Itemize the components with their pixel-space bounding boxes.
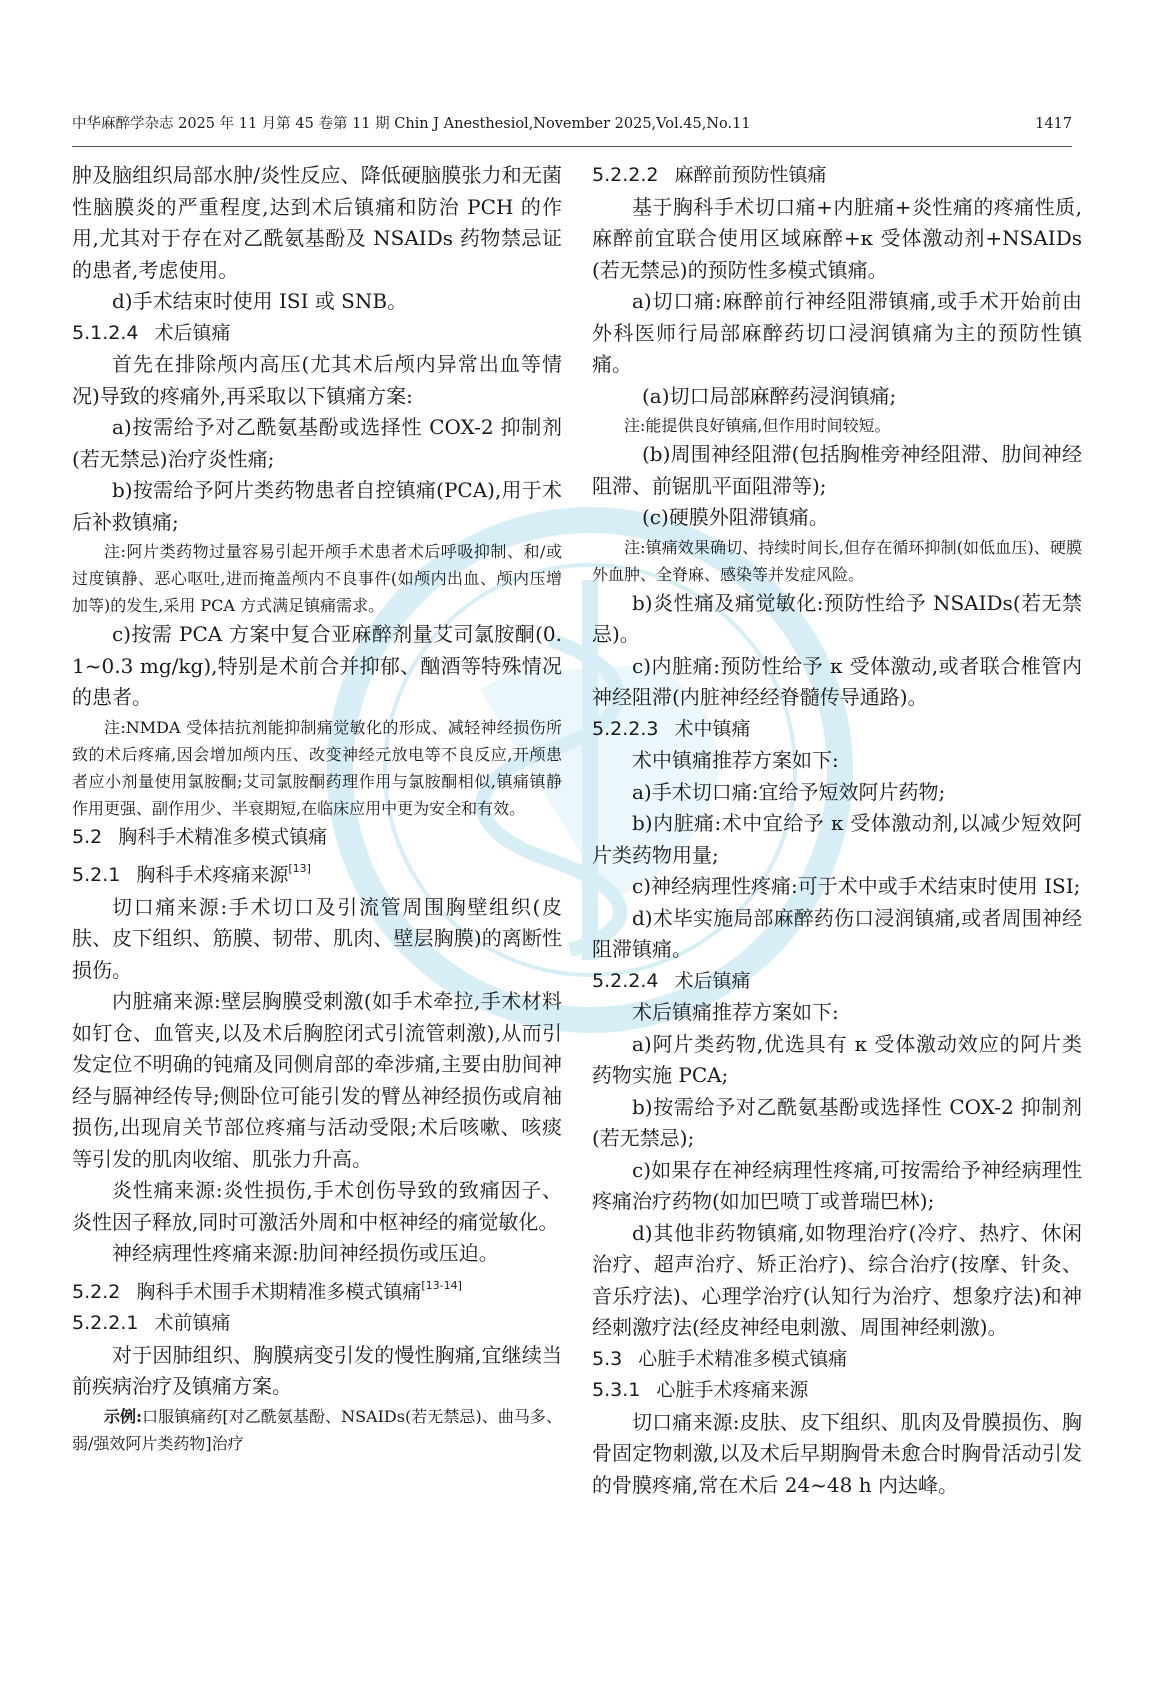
section-title: 胸科手术精准多模式镇痛 xyxy=(118,825,328,848)
right-column xyxy=(592,160,1082,1501)
paragraph: a)切口痛:麻醉前行神经阻滞镇痛,或手术开始前由外科医师行局部麻醉药切口浸润镇痛为主的预防性镇痛。 xyxy=(592,289,1082,376)
section-number: 5.2.2.4 xyxy=(592,969,659,992)
paragraph: 术后镇痛推荐方案如下: xyxy=(632,1000,839,1024)
note: 注:NMDA 受体拮抗剂能抑制痛觉敏化的形成、减轻神经损伤所致的术后疼痛,因会增加颅内压、改变神经元放电等不良反应,开颅患者应小剂量使用氯胺酮;艾司氯胺酮药理作用与氯胺酮相似,镇痛镇静作用更强、副作用少、半衰期短,在临床应用中更为安全和有效。 xyxy=(72,717,562,818)
section-title: 胸科手术疼痛来源 xyxy=(136,864,289,886)
paragraph: 基于胸科手术切口痛+内脏痛+炎性痛的疼痛性质,麻醉前宜联合使用区域麻醉+κ 受体激动剂+NSAIDs(若无禁忌)的预防性多模式镇痛。 xyxy=(592,194,1082,282)
section-number: 5.2.1 xyxy=(72,864,121,886)
paragraph: 神经病理性疼痛来源:肋间神经损伤或压迫。 xyxy=(112,1241,499,1265)
section-heading xyxy=(72,318,562,350)
example-text: 口服镇痛药[对乙酰氨基酚、NSAIDs(若无禁忌)、曲马多、弱/强效阿片类药物]治疗 xyxy=(72,1406,562,1453)
paragraph: d)术毕实施局部麻醉药伤口浸润镇痛,或者周围神经阻滞镇痛。 xyxy=(592,905,1082,961)
paragraph: 内脏痛来源:壁层胸膜受刺激(如手术牵拉,手术材料如钉仓、血管夹,以及术后胸腔闭式引流管刺激),从而引发定位不明确的钝痛及同侧肩部的牵涉痛,主要由肋间神经与膈神经传导;侧卧位可能引发的臂丛神经损伤或肩袖损伤,出现肩关节部位疼痛与活动受限;术后咳嗽、咳痰等引发的肌肉收缩、肌张力升高。 xyxy=(72,989,562,1171)
citation-ref: [13] xyxy=(288,862,311,875)
section-title: 术中镇痛 xyxy=(674,717,751,740)
paragraph: 切口痛来源:手术切口及引流管周围胸壁组织(皮肤、皮下组织、筋膜、韧带、肌肉、壁层胸膜)的离断性损伤。 xyxy=(72,894,562,982)
section-number: 5.2 xyxy=(72,825,103,848)
section-heading xyxy=(592,1344,1082,1376)
section-title: 胸科手术围手术期精准多模式镇痛 xyxy=(136,1280,422,1303)
paragraph: 肿及脑组织局部水肿/炎性反应、降低硬脑膜张力和无菌性脑膜炎的严重程度,达到术后镇痛和防治 PCH 的作用,尤其对于存在对乙酰氨基酚及 NSAIDs 药物禁忌证的患者,考虑使用。 xyxy=(72,163,562,282)
paragraph: (c)硬膜外阻滞镇痛。 xyxy=(642,505,829,529)
paragraph: c)神经病理性疼痛:可于术中或手术结束时使用 ISI; xyxy=(632,874,1081,898)
paragraph: a)手术切口痛:宜给予短效阿片药物; xyxy=(632,779,946,804)
left-column xyxy=(72,160,562,1457)
paragraph: 术中镇痛推荐方案如下: xyxy=(632,748,839,772)
section-number: 5.2.2.3 xyxy=(592,717,659,740)
section-heading xyxy=(592,160,1082,192)
section-title: 麻醉前预防性镇痛 xyxy=(674,164,827,186)
paragraph: (b)周围神经阻滞(包括胸椎旁神经阻滞、肋间神经阻滞、前锯肌平面阻滞等); xyxy=(592,442,1082,498)
section-heading xyxy=(72,1270,562,1309)
example-label: 示例: xyxy=(104,1406,143,1426)
paragraph: a)按需给予对乙酰氨基酚或选择性 COX-2 抑制剂(若无禁忌)治疗炎性痛; xyxy=(72,415,562,471)
note: 注:能提供良好镇痛,但作用时间较短。 xyxy=(624,416,891,435)
paragraph: b)按需给予对乙酰氨基酚或选择性 COX-2 抑制剂(若无禁忌); xyxy=(592,1094,1082,1150)
paragraph: a)阿片类药物,优选具有 κ 受体激动效应的阿片类药物实施 PCA; xyxy=(592,1031,1082,1087)
paragraph: 炎性痛来源:炎性损伤,手术创伤导致的致痛因子、炎性因子释放,同时可激活外周和中枢神经的痛觉敏化。 xyxy=(72,1178,562,1234)
section-title: 术后镇痛 xyxy=(674,969,751,992)
paragraph: d)手术结束时使用 ISI 或 SNB。 xyxy=(112,289,408,313)
section-title: 心脏手术精准多模式镇痛 xyxy=(638,1347,848,1370)
section-heading xyxy=(592,1375,1082,1407)
running-header xyxy=(72,110,1072,138)
note: 注:镇痛效果确切、持续时间长,但存在循环抑制(如低血压)、硬膜外血肿、全脊麻、感染等并发症风险。 xyxy=(592,537,1082,584)
paragraph: b)按需给予阿片类药物患者自控镇痛(PCA),用于术后补救镇痛; xyxy=(72,478,562,534)
paragraph: d)其他非药物镇痛,如物理治疗(冷疗、热疗、休闲治疗、超声治疗、矫正治疗)、综合治疗(按摩、针灸、音乐疗法)、心理学治疗(认知行为治疗、想象疗法)和神经刺激疗法(经皮神经电刺激、周围神经刺激)。 xyxy=(592,1220,1082,1339)
section-number: 5.1.2.4 xyxy=(72,321,139,344)
example-note xyxy=(72,1403,562,1457)
paragraph: b)炎性痛及痛觉敏化:预防性给予 NSAIDs(若无禁忌)。 xyxy=(592,590,1082,646)
section-number: 5.2.2.2 xyxy=(592,164,659,186)
note: 注:阿片类药物过量容易引起开颅手术患者术后呼吸抑制、和/或过度镇静、恶心呕吐,进而掩盖颅内不良事件(如颅内出血、颅内压增加等)的发生,采用 PCA 方式满足镇痛需求。 xyxy=(72,542,562,615)
section-heading xyxy=(72,822,562,854)
section-heading xyxy=(72,1308,562,1340)
journal-citation: 中华麻醉学杂志 2025 年 11 月第 45 卷第 11 期 Chin J Anesthesiol,November 2025,Vol.45,No.11 xyxy=(72,116,751,132)
section-number: 5.2.2.1 xyxy=(72,1312,139,1334)
paragraph: c)按需 PCA 方案中复合亚麻醉剂量艾司氯胺酮(0.1~0.3 mg/kg),特别是术前合并抑郁、酗酒等特殊情况的患者。 xyxy=(72,622,562,709)
paragraph: c)如果存在神经病理性疼痛,可按需给予神经病理性疼痛治疗药物(如加巴喷丁或普瑞巴林); xyxy=(592,1157,1082,1213)
section-number: 5.3.1 xyxy=(592,1379,641,1401)
section-title: 术前镇痛 xyxy=(154,1312,231,1334)
paragraph: b)内脏痛:术中宜给予 κ 受体激动剂,以减少短效阿片类药物用量; xyxy=(592,811,1082,867)
citation-ref: [13-14] xyxy=(421,1278,462,1292)
paragraph: 首先在排除颅内高压(尤其术后颅内异常出血等情况)导致的疼痛外,再采取以下镇痛方案: xyxy=(72,352,562,408)
section-number: 5.3 xyxy=(592,1347,623,1370)
section-title: 心脏手术疼痛来源 xyxy=(656,1379,809,1401)
section-heading xyxy=(592,966,1082,998)
paragraph: 切口痛来源:皮肤、皮下组织、肌肉及骨膜损伤、胸骨固定物刺激,以及术后早期胸骨未愈合时胸骨活动引发的骨膜疼痛,常在术后 24~48 h 内达峰。 xyxy=(592,1409,1082,1497)
page-number: 1417 xyxy=(1035,116,1072,132)
paragraph: (a)切口局部麻醉药浸润镇痛; xyxy=(642,383,897,408)
section-heading xyxy=(72,853,562,892)
paragraph: 对于因肺组织、胸膜病变引发的慢性胸痛,宜继续当前疾病治疗及镇痛方案。 xyxy=(72,1342,562,1398)
header-rule xyxy=(72,146,1072,147)
section-heading xyxy=(592,714,1082,746)
section-title: 术后镇痛 xyxy=(154,321,231,344)
paragraph: c)内脏痛:预防性给予 κ 受体激动,或者联合椎管内神经阻滞(内脏神经经脊髓传导通路)。 xyxy=(592,653,1082,709)
section-number: 5.2.2 xyxy=(72,1280,121,1303)
